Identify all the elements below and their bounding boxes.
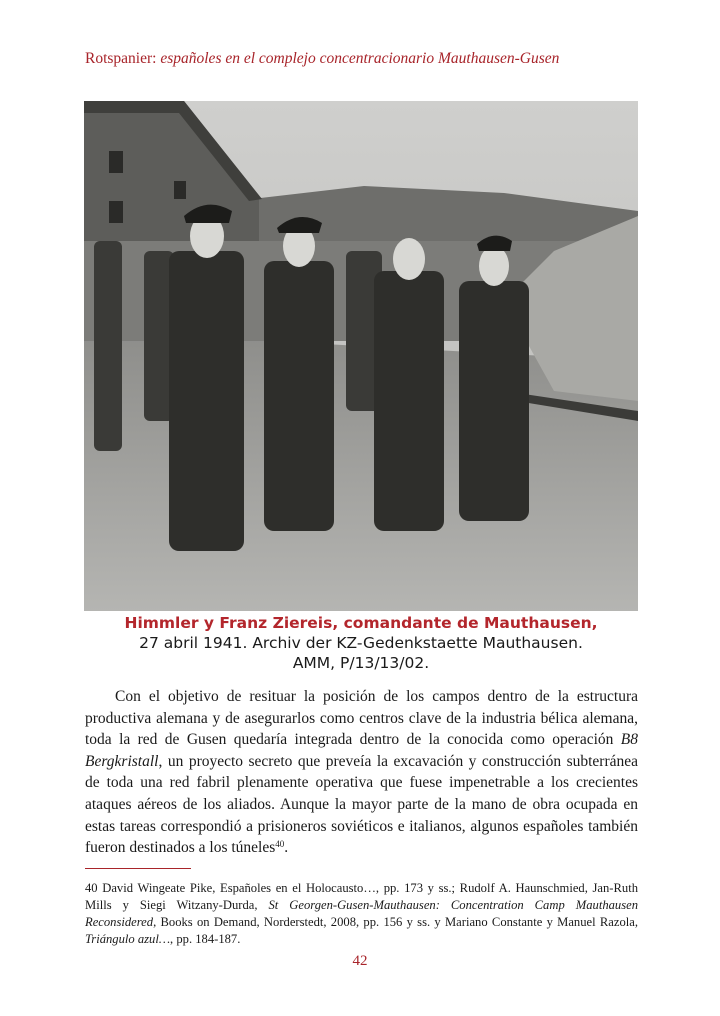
body-text-end: . — [284, 839, 289, 857]
footnote-text-part2: , Books on Demand, Norderstedt, 2008, pp. 156 y ss. y Mariano Constante y Manuel Razola, — [153, 915, 638, 929]
running-header — [85, 50, 645, 68]
footnote-reference[interactable]: 40 — [275, 839, 285, 850]
footnote-italic-title2: Triángulo azul… — [85, 932, 171, 946]
footnote — [85, 880, 638, 948]
caption-title: Himmler y Franz Ziereis, comandante de Mauthausen, — [124, 614, 598, 632]
body-text-part2: , un proyecto secreto que preveía la excavación y construcción subterránea de toda una red fabril plenamente operativa que fuese impenetrable a los crecientes ataques aéreos de los aliados. Aunque la mayor parte de la mano de obra ocupada en estas tareas correspondió a prisioneros soviéticos e italianos, algunos españoles también fueron destinados a los túneles — [85, 752, 638, 857]
body-text-part1: Con el objetivo de resituar la posición de los campos dentro de la estructura productiva alemana y de asegurarlos como centros clave de la industria bélica alemana, toda la red de Gusen quedaría integrada dentro de la conocida como operación — [85, 688, 638, 749]
page-number: 42 — [352, 953, 368, 969]
header-subtitle: españoles en el complejo concentracionario Mauthausen-Gusen — [160, 50, 560, 67]
footnote-number: 40 — [85, 881, 98, 895]
footnote-text-part1: David Wingeate Pike, Españoles en el Holocausto…, pp. 173 y ss.; Rudolf A. Haunschmied, Jan-Ruth Mills y Siegi Witzany-Durda, — [85, 881, 638, 912]
body-paragraph — [85, 686, 638, 859]
caption-line-date: 27 abril 1941. Archiv der KZ-Gedenkstaette Mauthausen. — [139, 634, 583, 652]
footnote-divider — [85, 868, 191, 869]
historical-photograph — [84, 101, 638, 611]
body-italic-term: B8 Bergkristall — [85, 731, 638, 770]
footnote-text-part3: , pp. 184-187. — [170, 932, 241, 946]
photo-illustration — [84, 101, 638, 611]
caption-line-archive: AMM, P/13/13/02. — [292, 654, 430, 672]
photo-caption — [84, 613, 638, 673]
header-title: Rotspanier: — [85, 50, 157, 67]
footnote-italic-title1: St Georgen-Gusen-Mauthausen: Concentration Camp Mauthausen Reconsidered — [85, 898, 638, 929]
